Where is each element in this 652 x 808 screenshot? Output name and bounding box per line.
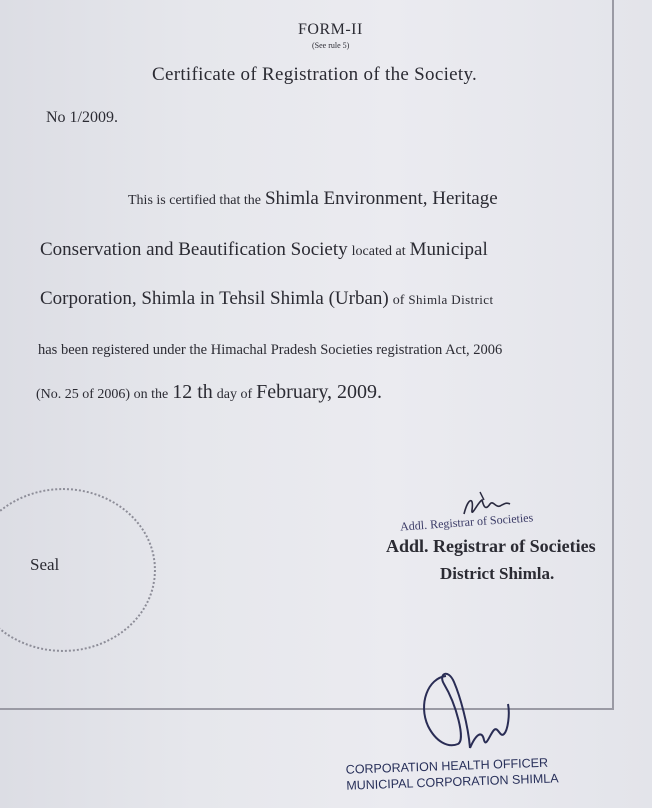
registrar-title: Addl. Registrar of Societies [386,536,596,556]
body-text: of [392,293,405,308]
body-text: located at [351,244,406,259]
society-name-part: Shimla Environment, Heritage [264,188,498,209]
body-line-1 [128,188,498,210]
body-text: day of [216,387,253,402]
body-line-5 [36,381,382,404]
form-title: FORM-II [298,21,363,38]
body-line-4 [38,342,502,359]
location-part: Municipal [409,239,488,260]
health-officer-signature [408,664,528,764]
location-part: Corporation, Shimla in Tehsil Shimla (Urban) [40,288,389,309]
body-line-2 [40,239,488,261]
health-officer-stamp [346,754,559,793]
month-year-value: February, 2009. [256,381,383,403]
act-number-text: (No. 25 of 2006) on the [36,387,169,402]
body-line-3 [40,288,494,310]
body-text: This is certified that the [128,193,261,208]
day-value: 12 th [172,381,213,403]
society-name-part: Conservation and Beautification Society [40,239,348,260]
stamp-line-1: CORPORATION HEALTH OFFICER [345,755,549,777]
district-text: Shimla District [408,292,494,307]
certificate-number: No 1/2009. [46,109,118,126]
seal-label: Seal [30,555,60,574]
stamp-line-2: MUNICIPAL CORPORATION SHIMLA [346,771,559,793]
certificate-title: Certificate of Registration of the Society. [152,64,478,85]
act-text: has been registered under the Himachal Pradesh Societies registration Act, 2006 [38,342,503,358]
registrar-stamp-impression: Addl. Registrar of Societies [399,510,534,534]
form-rule-reference: (See rule 5) [312,41,350,50]
registrar-district: District Shimla. [440,564,555,583]
